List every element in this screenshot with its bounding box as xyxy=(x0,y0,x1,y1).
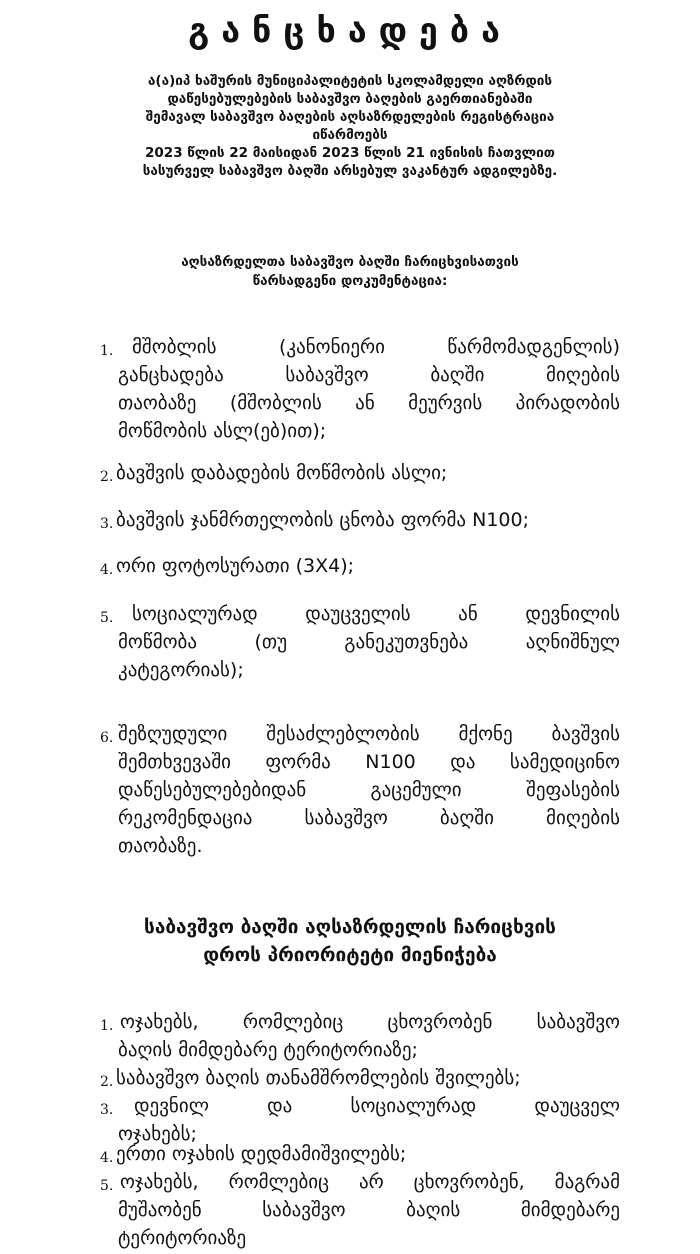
list-item-line: მოწმობის ასლ(ებ)ით); xyxy=(118,420,327,442)
list-number: 1. xyxy=(100,1018,114,1034)
list-item-line: ოჯახებს, რომლებიც არ ცხოვრობენ, მაგრამ xyxy=(120,1171,620,1193)
priority-heading xyxy=(60,913,640,969)
list-item-line: საბავშვო ბაღის თანამშრომლების შვილებს; xyxy=(116,1067,521,1089)
list-item-line: ტერიტორიაზე xyxy=(118,1227,247,1249)
list-item-line: ბავშვის დაბადების მოწმობის ასლი; xyxy=(116,462,448,484)
list-item-line: მშობლის (კანონიერი წარმომადგენლის) xyxy=(132,336,620,358)
list-number: 2. xyxy=(100,1074,114,1090)
priority-list-item xyxy=(100,1140,620,1168)
documents-heading-line: აღსაზრდელთა საბავშვო ბაღში ჩარიცხვისათვის xyxy=(181,254,519,270)
list-item-line: შემთხვევაში ფორმა N100 და სამედიცინო xyxy=(118,751,620,773)
list-number: 3. xyxy=(100,1102,114,1118)
list-number: 1. xyxy=(100,343,114,359)
list-number: 5. xyxy=(100,1178,114,1194)
document-title: განცხადება xyxy=(188,11,512,51)
list-number: 4. xyxy=(100,562,114,578)
priority-list-item xyxy=(100,1064,620,1092)
documents-heading xyxy=(90,253,610,291)
documents-list-item xyxy=(100,333,620,445)
list-item-line: ბავშვის ჯანმრთელობის ცნობა ფორმა N100; xyxy=(116,509,529,531)
intro-line: შემავალ საბავშვო ბაღების აღსაზრდელების რეგისტრაცია xyxy=(145,109,555,125)
list-item-line: თაობაზე (მშობლის ან მეურვის პირადობის xyxy=(118,392,620,414)
list-item-line: ბაღის მიმდებარე ტერიტორიაზე; xyxy=(118,1039,418,1061)
priority-heading-line: დროს პრიორიტეტი მიენიჭება xyxy=(203,944,497,966)
documents-list-item xyxy=(100,506,620,534)
intro-line: დაწესებულებების საბავშვო ბაღების გაერთიანებაში xyxy=(167,91,533,107)
list-item-line: ოჯახებს, რომლებიც ცხოვრობენ საბავშვო xyxy=(120,1011,620,1033)
list-item-line: დაწესებულებებიდან გაცემული შეფასების xyxy=(118,779,620,801)
documents-heading-line: წარსადგენი დოკუმენტაცია: xyxy=(252,273,448,289)
intro-line: 2023 წლის 22 მაისიდან 2023 წლის 21 ივნისის ჩათვლით xyxy=(145,145,555,161)
list-item-line: ერთი ოჯახის დედმამიშვილებს; xyxy=(116,1143,407,1165)
intro-paragraph xyxy=(70,72,630,180)
list-number: 6. xyxy=(100,730,114,746)
list-item-line: ორი ფოტოსურათი (3X4); xyxy=(116,555,355,577)
priority-list-item xyxy=(100,1168,620,1252)
documents-list-item xyxy=(100,552,620,580)
list-item-line: კატეგორიას); xyxy=(118,659,244,681)
intro-line: იწარმოებს xyxy=(312,127,388,143)
list-item-line: დევნილ და სოციალურად დაუცველ xyxy=(134,1095,620,1117)
list-number: 2. xyxy=(100,469,114,485)
list-item-line: რეკომენდაცია საბავშვო ბაღში მიღების xyxy=(118,807,620,829)
documents-list-item xyxy=(100,459,620,487)
list-item-line: მოწმობა (თუ განეკუთვნება აღნიშნულ xyxy=(118,631,620,653)
list-number: 3. xyxy=(100,516,114,532)
list-number: 4. xyxy=(100,1150,114,1166)
documents-list-item xyxy=(100,720,620,860)
list-item-line: შეზღუდული შესაძლებლობის მქონე ბავშვის xyxy=(118,723,620,745)
list-item-line: განცხადება საბავშვო ბაღში მიღების xyxy=(118,364,620,386)
list-item-line: მუშაობენ საბავშვო ბაღის მიმდებარე xyxy=(118,1199,620,1221)
list-item-line: ოჯახებს; xyxy=(118,1123,197,1145)
intro-line: ა(ა)იპ ხაშურის მუნიციპალიტეტის სკოლამდელი აღზრდის xyxy=(147,73,553,89)
list-item-line: თაობაზე. xyxy=(118,835,203,857)
list-number: 5. xyxy=(100,610,114,626)
priority-list-item xyxy=(100,1008,620,1064)
list-item-line: სოციალურად დაუცველის ან დევნილის xyxy=(132,603,620,625)
priority-heading-line: საბავშვო ბაღში აღსაზრდელის ჩარიცხვის xyxy=(144,916,556,938)
documents-list-item xyxy=(100,600,620,684)
intro-line: სასურველ საბავშვო ბაღში არსებულ ვაკანტურ ადგილებზე. xyxy=(142,163,558,179)
